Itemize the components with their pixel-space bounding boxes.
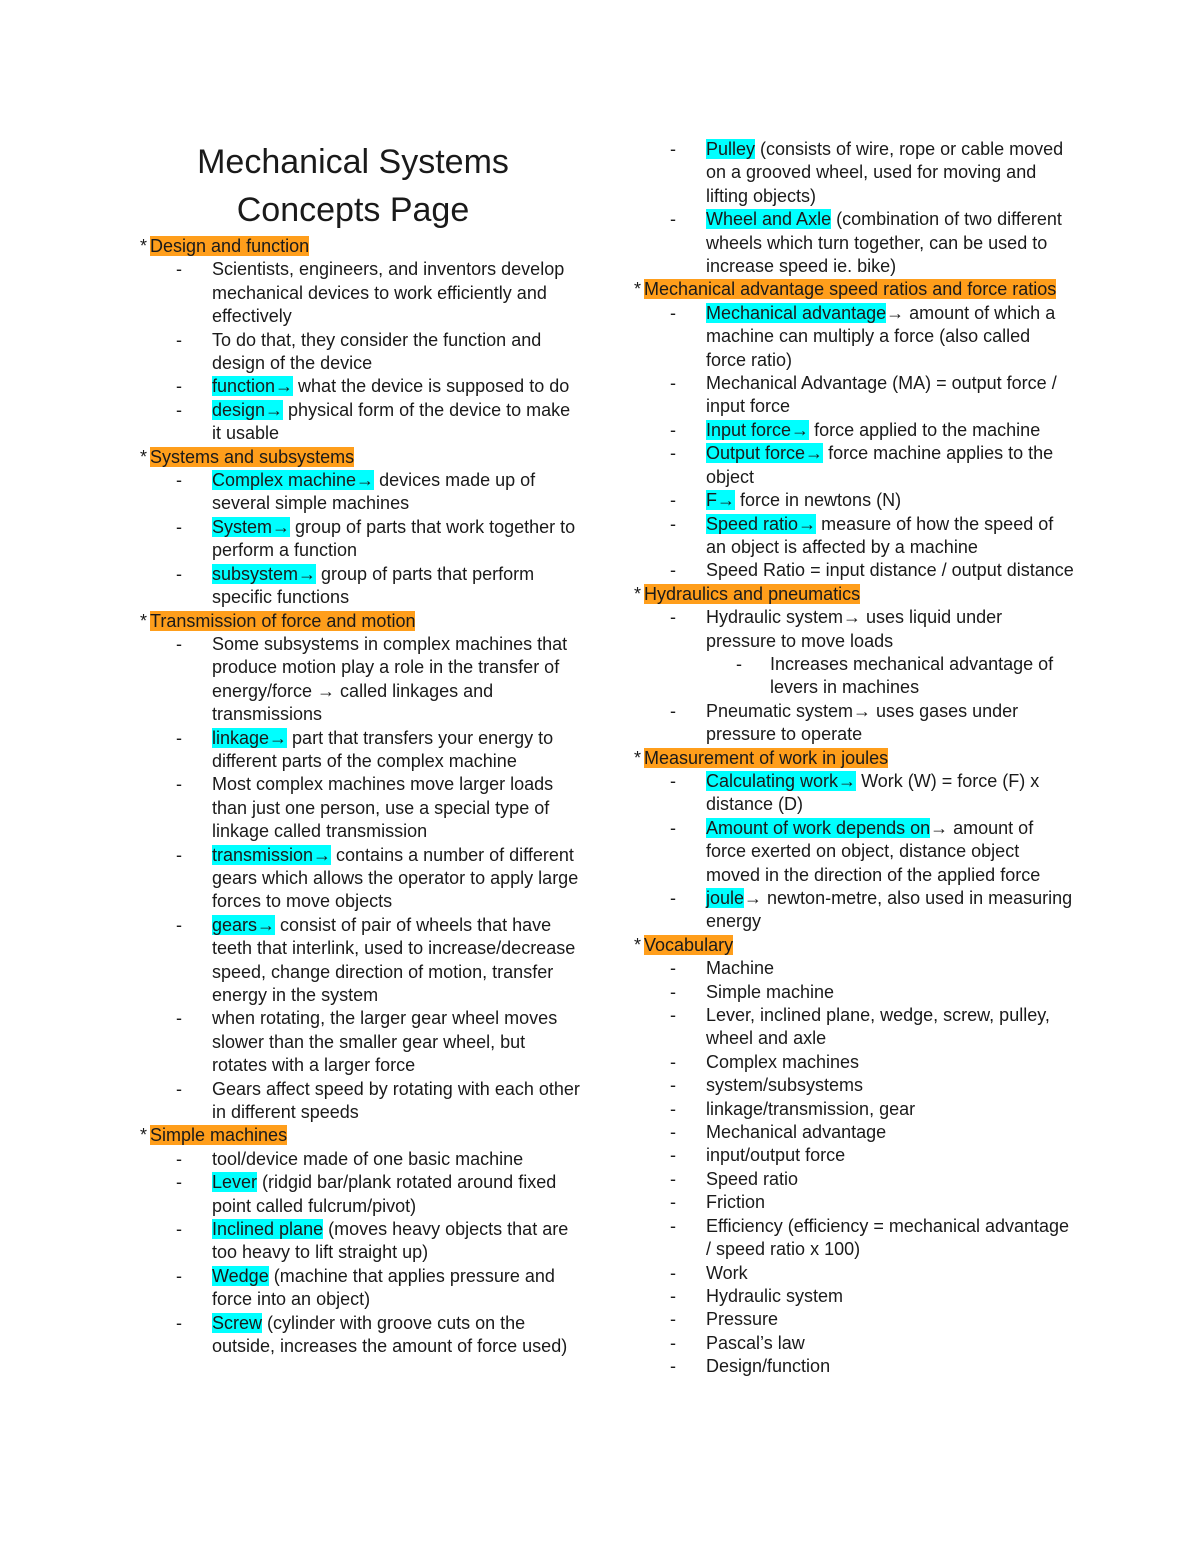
list-item (634, 1074, 1074, 1097)
item-text: part that transfers your energy to different parts of the complex machine (212, 727, 554, 771)
list-item (634, 442, 1074, 489)
dash-marker: - (176, 633, 182, 654)
list-item (140, 516, 580, 563)
term-highlight: F→ (706, 490, 735, 511)
list-item (140, 844, 580, 914)
bullet-marker: * (634, 279, 642, 300)
list-item (140, 1265, 580, 1312)
list-item (634, 208, 1074, 278)
dash-marker: - (670, 1285, 676, 1306)
term-highlight: transmission→ (212, 844, 332, 865)
dash-marker: - (670, 981, 676, 1002)
list-item (140, 258, 580, 328)
dash-marker: - (176, 1312, 182, 1333)
section-measurement-of-work (634, 747, 1074, 934)
dash-marker: - (670, 888, 676, 908)
list-item (140, 1148, 580, 1171)
list-item (634, 559, 1074, 582)
item-text: force machine applies to the object (706, 443, 1054, 487)
item-text: Pressure (706, 1309, 779, 1330)
sub-list-item (634, 653, 1074, 700)
item-text: force in newtons (N) (735, 490, 902, 511)
list-item (634, 1144, 1074, 1167)
term-highlight: design→ (212, 399, 284, 420)
dash-marker: - (176, 1078, 182, 1099)
bullet-marker: * (140, 446, 148, 467)
left-column (140, 138, 580, 1359)
item-text: (consists of wire, rope or cable moved on a grooved wheel, used for moving and lifting objects) (706, 139, 1064, 206)
section-heading (634, 934, 1074, 957)
dash-marker: - (670, 1051, 676, 1072)
item-text: → newton-metre, also used in measuring energy (706, 888, 1073, 932)
item-text: physical form of the device to make it usable (212, 399, 571, 444)
section-systems-subsystems (140, 446, 580, 610)
list-item (634, 1098, 1074, 1121)
item-text: measure of how the speed of an object is affected by a machine (706, 513, 1054, 557)
dash-marker: - (670, 1215, 676, 1236)
list-item (140, 1078, 580, 1125)
list-item (634, 1332, 1074, 1355)
dash-marker: - (670, 560, 676, 581)
dash-marker: - (670, 419, 676, 440)
dash-marker: - (670, 513, 676, 534)
heading-label: Hydraulics and pneumatics (644, 583, 861, 604)
item-list (634, 606, 1074, 746)
item-text: Mechanical Advantage (MA) = output force / input force (706, 373, 1057, 417)
dash-marker: - (176, 329, 182, 350)
section-vocabulary (634, 934, 1074, 1379)
dash-marker: - (176, 727, 182, 748)
list-item (140, 375, 580, 398)
item-text: Pascal’s law (706, 1332, 805, 1353)
bullet-marker: * (634, 747, 642, 768)
list-item (140, 727, 580, 774)
list-item (140, 914, 580, 1008)
section-hydraulics-pneumatics (634, 583, 1074, 747)
bullet-marker: * (634, 934, 642, 955)
dash-marker: - (176, 1172, 182, 1193)
dash-marker: - (176, 259, 182, 280)
section-heading (140, 446, 580, 469)
bullet-marker: * (140, 610, 148, 631)
item-text: → amount of force exerted on object, distance object moved in the direction of the applied force (706, 817, 1041, 885)
dash-marker: - (670, 958, 676, 979)
item-text: Complex machines (706, 1051, 860, 1072)
item-text: consist of pair of wheels that have teeth that interlink, used to increase/decrease speed, change direction of motion, transfer energy in the system (212, 914, 576, 1005)
list-item (634, 1004, 1074, 1051)
term-highlight: Output force→ (706, 443, 824, 464)
item-text: what the device is supposed to do (293, 376, 570, 397)
item-text: Hydraulic system (706, 1285, 844, 1306)
section-heading (140, 1124, 580, 1147)
list-item (634, 700, 1074, 747)
list-item (634, 138, 1074, 208)
page-title (140, 138, 566, 234)
heading-label: Design and function (150, 236, 310, 256)
item-list (140, 469, 580, 609)
term-highlight: Lever (212, 1172, 258, 1193)
list-item (140, 633, 580, 727)
item-text: Work (W) = force (F) x distance (D) (706, 770, 1040, 815)
list-item (634, 606, 1074, 653)
heading-label: Vocabulary (644, 934, 734, 955)
item-text: group of parts that perform specific functions (212, 563, 535, 608)
dash-marker: - (736, 653, 742, 674)
item-text: Efficiency (efficiency = mechanical advantage / speed ratio x 100) (706, 1215, 1070, 1260)
list-item (634, 887, 1074, 934)
item-text: (machine that applies pressure and force into an object) (212, 1265, 555, 1310)
list-item (634, 1355, 1074, 1378)
item-text: Pneumatic system→ uses gases under pressure to operate (706, 700, 1019, 745)
item-text: Hydraulic system→ uses liquid under pressure to move loads (706, 607, 1003, 651)
dash-marker: - (176, 1265, 182, 1286)
dash-marker: - (176, 844, 182, 865)
item-text: contains a number of different gears which allows the operator to apply large forces to move objects (212, 844, 579, 912)
section-heading (634, 583, 1074, 606)
list-item (634, 1215, 1074, 1262)
item-text: when rotating, the larger gear wheel moves slower than the smaller gear wheel, but rotates with a larger force (212, 1008, 558, 1076)
dash-marker: - (670, 1356, 676, 1377)
item-text: system/subsystems (706, 1075, 864, 1096)
section-mechanical-advantage (634, 278, 1074, 582)
item-text: force applied to the machine (809, 419, 1041, 440)
item-list (140, 633, 580, 1125)
item-text: input/output force (706, 1145, 846, 1166)
dash-marker: - (176, 399, 182, 420)
term-highlight: Complex machine→ (212, 470, 375, 491)
list-item (634, 1262, 1074, 1285)
section-heading (634, 278, 1074, 301)
list-item (140, 1007, 580, 1077)
term-highlight: Wheel and Axle (706, 209, 832, 230)
list-item (634, 419, 1074, 442)
dash-marker: - (670, 1005, 676, 1026)
item-text: Mechanical advantage (706, 1122, 887, 1143)
term-highlight: Speed ratio→ (706, 513, 817, 534)
item-text: Gears affect speed by rotating with each other in different speeds (212, 1078, 580, 1123)
title-line-2: Concepts Page (236, 191, 470, 229)
bullet-marker: * (634, 583, 642, 604)
dash-marker: - (176, 470, 182, 491)
term-highlight: Calculating work→ (706, 770, 857, 791)
term-highlight: linkage→ (212, 727, 288, 748)
term-highlight: Amount of work depends on (706, 817, 931, 838)
title-line-1: Mechanical Systems (197, 143, 509, 181)
list-item (140, 399, 580, 446)
dash-marker: - (670, 1098, 676, 1119)
section-heading (140, 235, 580, 258)
heading-label: Measurement of work in joules (644, 747, 889, 768)
dash-marker: - (670, 373, 676, 394)
dash-marker: - (670, 443, 676, 464)
item-list (634, 138, 1074, 278)
list-item (634, 372, 1074, 419)
term-highlight: gears→ (212, 914, 276, 935)
section-heading (634, 747, 1074, 770)
dash-marker: - (670, 700, 676, 721)
term-highlight: Pulley (706, 139, 756, 159)
section-heading (140, 610, 580, 633)
item-text: Speed Ratio = input distance / output distance (706, 560, 1074, 581)
item-text: (cylinder with groove cuts on the outside, increases the amount of force used) (212, 1312, 568, 1357)
dash-marker: - (670, 1168, 676, 1189)
dash-marker: - (670, 1122, 676, 1143)
item-list (634, 302, 1074, 583)
item-list (634, 770, 1074, 934)
list-item (634, 981, 1074, 1004)
item-text: → amount of which a machine can multiply a force (also called force ratio) (706, 302, 1056, 370)
item-text: Lever, inclined plane, wedge, screw, pulley, wheel and axle (706, 1005, 1050, 1049)
item-text: (ridgid bar/plank rotated around fixed point called fulcrum/pivot) (212, 1172, 557, 1216)
dash-marker: - (176, 516, 182, 537)
item-text: Scientists, engineers, and inventors develop mechanical devices to work efficiently and effectively (212, 259, 565, 327)
section-transmission (140, 610, 580, 1125)
term-highlight: Mechanical advantage (706, 302, 887, 323)
term-highlight: Screw (212, 1312, 263, 1333)
dash-marker: - (176, 376, 182, 397)
right-column (634, 138, 1074, 1379)
list-item (140, 1171, 580, 1218)
dash-marker: - (670, 1145, 676, 1166)
term-highlight: System→ (212, 516, 291, 537)
item-text: Speed ratio (706, 1168, 799, 1189)
item-text: tool/device made of one basic machine (212, 1148, 524, 1169)
list-item (634, 957, 1074, 980)
list-item (140, 329, 580, 376)
item-text: Increases mechanical advantage of levers in machines (770, 653, 1054, 698)
bullet-marker: * (140, 236, 148, 256)
dash-marker: - (670, 1332, 676, 1353)
dash-marker: - (176, 774, 182, 795)
list-item (634, 1051, 1074, 1074)
heading-label: Systems and subsystems (150, 446, 355, 467)
dash-marker: - (670, 209, 676, 230)
term-highlight: subsystem→ (212, 563, 317, 584)
heading-label: Transmission of force and motion (150, 610, 416, 631)
item-list (140, 1148, 580, 1359)
list-item (634, 1285, 1074, 1308)
list-item (634, 1121, 1074, 1144)
term-highlight: Wedge (212, 1265, 269, 1286)
item-text: Some subsystems in complex machines that produce motion play a role in the transfer of energy/force → called linkages and transmissions (212, 633, 568, 725)
term-highlight: joule (706, 888, 745, 908)
dash-marker: - (176, 1148, 182, 1169)
dash-marker: - (670, 1309, 676, 1330)
list-item (634, 302, 1074, 372)
item-text: group of parts that work together to perform a function (212, 516, 576, 561)
section-simple-machines (140, 1124, 580, 1358)
list-item (634, 1191, 1074, 1214)
section-design-function (140, 235, 580, 446)
item-text: Design/function (706, 1356, 831, 1377)
dash-marker: - (670, 1192, 676, 1213)
dash-marker: - (176, 563, 182, 584)
list-item (634, 1168, 1074, 1191)
list-item (140, 1312, 580, 1359)
list-item (140, 1218, 580, 1265)
item-list (140, 258, 580, 445)
dash-marker: - (176, 1008, 182, 1029)
list-item (634, 817, 1074, 887)
dash-marker: - (670, 817, 676, 838)
dash-marker: - (176, 914, 182, 935)
list-item (140, 773, 580, 843)
list-item (634, 489, 1074, 512)
item-text: devices made up of several simple machines (212, 470, 536, 514)
list-item (634, 1308, 1074, 1331)
item-text: Most complex machines move larger loads than just one person, use a special type of linkage called transmission (212, 774, 554, 842)
item-text: Simple machine (706, 981, 835, 1002)
dash-marker: - (670, 302, 676, 323)
item-text: Friction (706, 1192, 766, 1213)
item-text: (moves heavy objects that are too heavy to lift straight up) (212, 1219, 569, 1263)
list-item (140, 563, 580, 610)
dash-marker: - (176, 1219, 182, 1240)
term-highlight: Inclined plane (212, 1219, 324, 1240)
item-text: (combination of two different wheels which turn together, can be used to increase speed ie. bike) (706, 209, 1062, 277)
item-text: Work (706, 1262, 748, 1283)
section-simple-machines-continued (634, 138, 1074, 278)
dash-marker: - (670, 607, 676, 628)
term-highlight: function→ (212, 376, 294, 397)
vocabulary-list (634, 957, 1074, 1378)
item-text: Machine (706, 958, 775, 979)
bullet-marker: * (140, 1125, 148, 1146)
heading-label: Mechanical advantage speed ratios and force ratios (644, 279, 1057, 300)
list-item (634, 770, 1074, 817)
term-highlight: Input force→ (706, 419, 810, 440)
dash-marker: - (670, 1075, 676, 1096)
dash-marker: - (670, 770, 676, 791)
list-item (140, 469, 580, 516)
item-text: linkage/transmission, gear (706, 1098, 916, 1119)
dash-marker: - (670, 139, 676, 159)
dash-marker: - (670, 490, 676, 511)
heading-label: Simple machines (150, 1125, 288, 1146)
dash-marker: - (670, 1262, 676, 1283)
item-text: To do that, they consider the function and design of the device (212, 329, 542, 374)
list-item (634, 513, 1074, 560)
